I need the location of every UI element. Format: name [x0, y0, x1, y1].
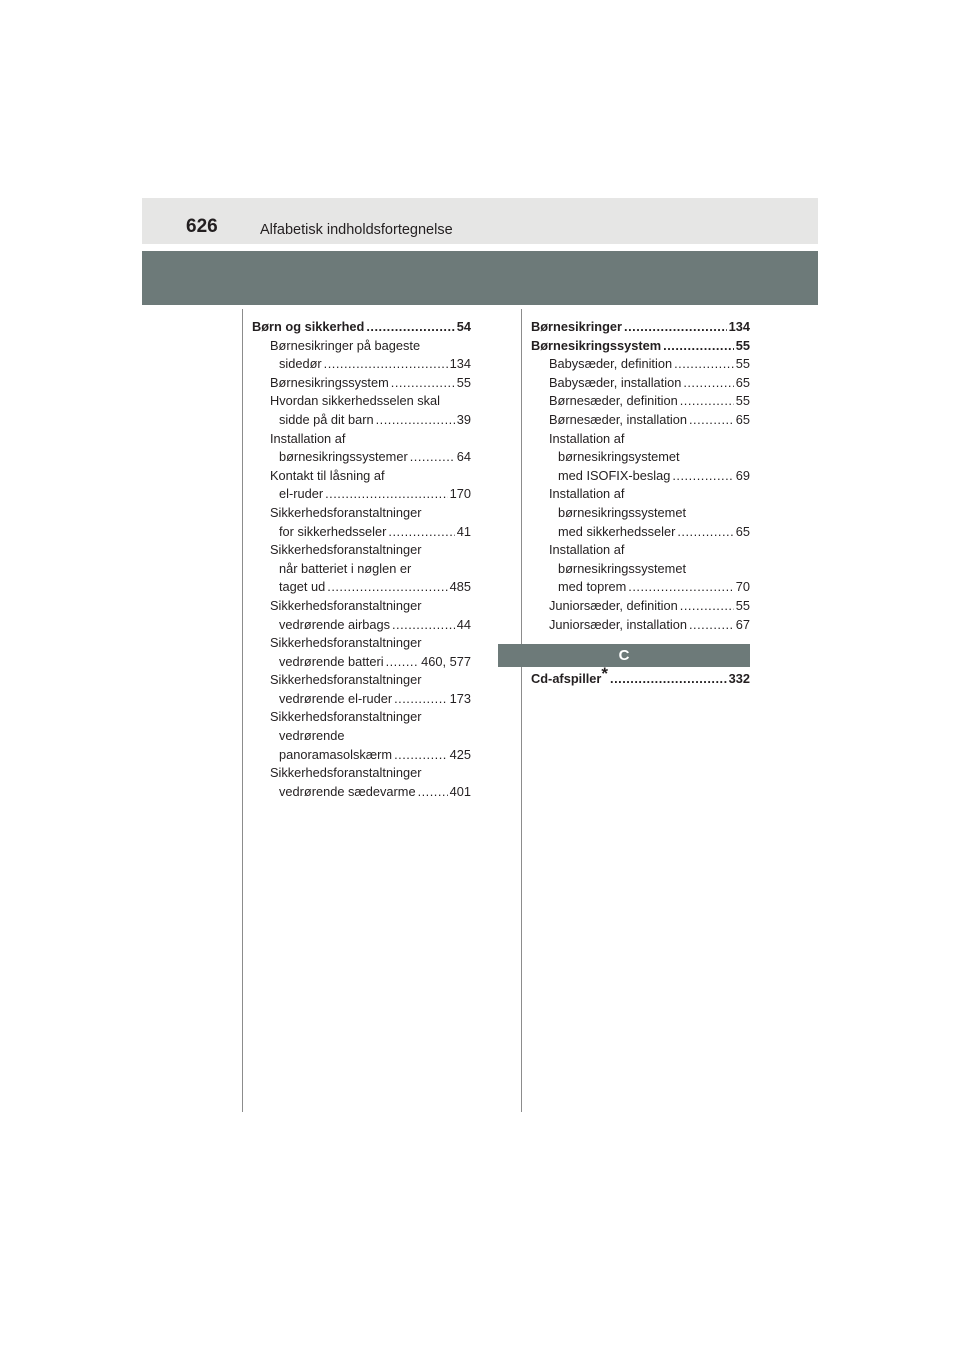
index-subentry-cont: sidedør ..... 134: [252, 355, 471, 374]
index-subentry-cont: med toprem ..... 70: [531, 578, 750, 597]
page-ref: 173: [449, 690, 471, 706]
index-subentry: Børnesikringssystem ..... 55: [252, 374, 471, 393]
page-ref: 67: [735, 616, 750, 632]
left-column-rule: [242, 309, 243, 1112]
page-ref: 70: [735, 579, 750, 595]
index-column-left: [252, 318, 471, 801]
index-subentry-cont: børnesikringssystemer ..... 64: [252, 448, 471, 467]
index-entry: Børn og sikkerhed ..... 54: [252, 318, 471, 337]
page-ref: 55: [456, 374, 471, 390]
index-subentry-cont: el-ruder ..... 170: [252, 485, 471, 504]
page-ref: 44: [456, 616, 471, 632]
index-subentry: Børnesikringer på bageste: [270, 337, 421, 353]
page-ref: 55: [735, 337, 750, 353]
page-ref: 425: [449, 746, 471, 762]
middle-column-rule: [521, 309, 522, 1112]
index-subentry: Hvordan sikkerhedsselen skal: [270, 393, 440, 409]
index-subentry-cont: taget ud ..... 485: [252, 578, 471, 597]
index-subentry-cont: børnesikringssystemet: [558, 504, 687, 520]
index-subentry-cont: vedrørende airbags ..... 44: [252, 616, 471, 635]
index-subentry: Sikkerhedsforanstaltninger: [270, 597, 422, 613]
index-subentry-cont: børnesikringsystemet: [558, 449, 680, 465]
index-subentry: Sikkerhedsforanstaltninger: [270, 504, 422, 520]
index-subentry: Sikkerhedsforanstaltninger: [270, 672, 422, 688]
page-ref: 55: [735, 356, 750, 372]
header-band: [142, 198, 818, 244]
index-subentry-cont: sidde på dit barn ..... 39: [252, 411, 471, 430]
index-subentry: Sikkerhedsforanstaltninger: [270, 635, 422, 651]
page-ref: 460, 577: [421, 653, 471, 669]
page-ref: 54: [456, 319, 471, 334]
index-subentry-cont: vedrørende sædevarme ..... 401: [252, 783, 471, 802]
index-subentry: Installation af: [549, 542, 625, 558]
page-ref: 55: [735, 393, 750, 409]
index-subentry: Installation af: [549, 486, 625, 502]
index-subentry: Børnesæder, definition ..... 55: [531, 392, 750, 411]
index-subentry-cont: for sikkerhedsseler ..... 41: [252, 523, 471, 542]
page-ref: 134: [728, 319, 750, 334]
index-subentry: Babysæder, definition ..... 55: [531, 355, 750, 374]
page-title: Alfabetisk indholdsfortegnelse: [260, 222, 453, 238]
asterisk-mark: *: [601, 664, 609, 684]
index-entry: Børnesikringssystem ..... 55: [531, 337, 750, 356]
letter-section-header: C: [498, 644, 750, 667]
index-subentry: Juniorsæder, definition ..... 55: [531, 597, 750, 616]
page-ref: 65: [735, 523, 750, 539]
page-ref: 170: [449, 486, 471, 502]
index-subentry-cont: panoramasolskærm ..... 425: [252, 746, 471, 765]
page-ref: 64: [456, 449, 471, 465]
page-ref: 332: [728, 671, 750, 687]
index-subentry-cont: børnesikringssystemet: [558, 560, 687, 576]
index-subentry-cont: vedrørende batteri ..... 460, 577: [252, 653, 471, 672]
page-ref: 69: [735, 467, 750, 483]
index-subentry: Installation af: [270, 430, 346, 446]
index-column-right: [531, 318, 750, 689]
index-subentry-cont: med ISOFIX-beslag ..... 69: [531, 467, 750, 486]
page-ref: 65: [735, 411, 750, 427]
index-subentry-cont: vedrørende: [279, 728, 345, 744]
section-band: [142, 251, 818, 305]
index-subentry: Kontakt til låsning af: [270, 467, 385, 483]
page-ref: 55: [735, 597, 750, 613]
index-subentry-cont: vedrørende el-ruder ..... 173: [252, 690, 471, 709]
page-ref: 401: [449, 783, 471, 799]
page-ref: 485: [449, 579, 471, 595]
page-ref: 41: [456, 523, 471, 539]
index-subentry: Babysæder, installation ..... 65: [531, 374, 750, 393]
index-subentry-cont: når batteriet i nøglen er: [279, 560, 412, 576]
index-subentry: Sikkerhedsforanstaltninger: [270, 709, 422, 725]
page-ref: 39: [456, 411, 471, 427]
index-subentry: Juniorsæder, installation ..... 67: [531, 616, 750, 635]
index-subentry: Sikkerhedsforanstaltninger: [270, 542, 422, 558]
page-ref: 65: [735, 374, 750, 390]
index-subentry: Installation af: [549, 430, 625, 446]
index-entry: Cd-afspiller* ..... 332: [531, 670, 750, 689]
index-subentry: Børnesæder, installation ..... 65: [531, 411, 750, 430]
index-entry: Børnesikringer ..... 134: [531, 318, 750, 337]
page-ref: 134: [449, 356, 471, 372]
index-subentry-cont: med sikkerhedsseler ..... 65: [531, 523, 750, 542]
page-number: 626: [186, 216, 218, 237]
index-subentry: Sikkerhedsforanstaltninger: [270, 765, 422, 781]
